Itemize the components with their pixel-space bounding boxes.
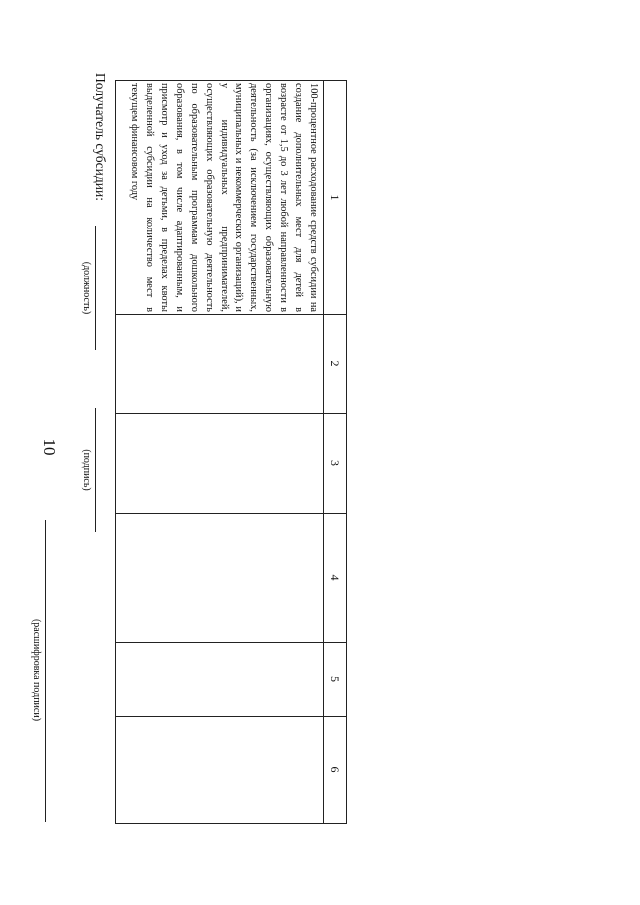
- decryption-signature-line: [45, 520, 46, 822]
- header-cell-4: 4: [328, 574, 342, 581]
- column-divider: [116, 716, 346, 717]
- column-divider: [116, 314, 346, 315]
- table-row-text: 100-процентное расходование средств субсидии на создание дополнительных мест для детей в возрасте от 1,5 до 3 лет любой направленности в организациях, осуществляющих образовательную деятельность (за исключением государственных, муниципальных и некоммерческих организаций), и у индивидуальных предпринимателей, осуществляющих образовательную деятельность по образовательным программам дошкольного образования, в том числе адаптированным, и присмотр и уход за детьми, в пределах квоты выделенной субсидии на количество мест в текущем финансовом году: [129, 83, 319, 312]
- header-cell-5: 5: [328, 676, 342, 682]
- position-signature-line: [95, 226, 96, 350]
- decryption-label: (расшифровка подписи): [31, 618, 42, 722]
- column-divider: [116, 413, 346, 414]
- signature-label: (подпись): [81, 449, 92, 491]
- header-cell-1: 1: [328, 194, 342, 201]
- position-label: (должность): [81, 261, 92, 315]
- data-table: [115, 80, 347, 824]
- page-number: 10: [40, 438, 59, 456]
- signature-line: [95, 408, 96, 532]
- column-divider: [116, 513, 346, 514]
- table-header-row: [323, 81, 346, 823]
- recipient-label: Получатель субсидии:: [93, 73, 108, 201]
- header-cell-3: 3: [328, 460, 342, 466]
- header-cell-2: 2: [328, 360, 342, 367]
- column-divider: [116, 642, 346, 643]
- header-cell-6: 6: [328, 766, 342, 773]
